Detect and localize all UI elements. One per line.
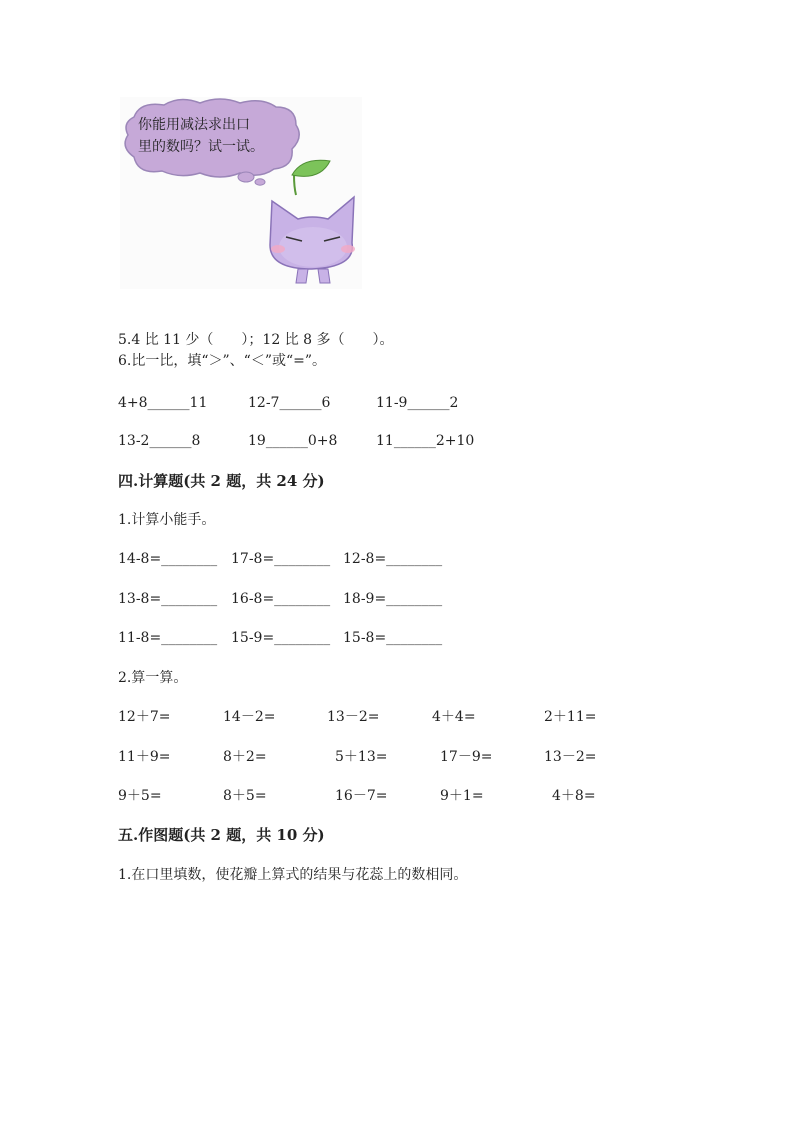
compare-row1-item3: 11-9______2 [376, 395, 459, 411]
compare-row2-item1: 13-2______8 [118, 433, 201, 449]
sum-row2-item5: 13－2= [544, 749, 597, 765]
bubble-line-1: 你能用减法求出口 [138, 117, 250, 133]
sum-row1-item2: 14－2= [223, 709, 276, 725]
calc-row2-item1: 13-8=________ [118, 591, 218, 607]
sum-row3-item4: 9＋1= [440, 788, 484, 804]
section-4-q2-title: 2.算一算。 [118, 670, 188, 686]
compare-row1-item2: 12-7______6 [248, 395, 331, 411]
sum-row3-item2: 8＋5= [223, 788, 267, 804]
sum-row3-item5: 4＋8= [552, 788, 596, 804]
sum-row2-item4: 17－9= [440, 749, 493, 765]
sum-row1-item1: 12＋7= [118, 709, 171, 725]
calc-row3-item1: 11-8=________ [118, 630, 218, 646]
sum-row2-item3: 5＋13= [335, 749, 388, 765]
compare-row2-item3: 11______2+10 [376, 433, 475, 449]
sum-row1-item3: 13－2= [327, 709, 380, 725]
calc-row1-item2: 17-8=________ [231, 551, 331, 567]
sum-row2-item1: 11＋9= [118, 749, 171, 765]
calc-row2-item3: 18-9=________ [343, 591, 443, 607]
cat-thought-bubble-illustration [120, 97, 362, 289]
question-6-title: 6.比一比，填“＞”、“＜”或“=”。 [118, 353, 327, 369]
calc-row1-item3: 12-8=________ [343, 551, 443, 567]
calc-row3-item3: 15-8=________ [343, 630, 443, 646]
section-4-heading: 四.计算题(共 2 题，共 24 分) [118, 472, 325, 490]
section-5-q1: 1.在口里填数，使花瓣上算式的结果与花蕊上的数相同。 [118, 867, 468, 883]
question-5: 5.4 比 11 少（ ）；12 比 8 多（ ）。 [118, 332, 394, 348]
sum-row1-item5: 2＋11= [544, 709, 597, 725]
compare-row1-item1: 4+8______11 [118, 395, 208, 411]
bubble-line-2: 里的数吗？试一试。 [138, 139, 264, 155]
calc-row3-item2: 15-9=________ [231, 630, 331, 646]
sum-row2-item2: 8＋2= [223, 749, 267, 765]
calc-row2-item2: 16-8=________ [231, 591, 331, 607]
sum-row1-item4: 4＋4= [432, 709, 476, 725]
calc-row1-item1: 14-8=________ [118, 551, 218, 567]
section-5-heading: 五.作图题(共 2 题，共 10 分) [118, 826, 325, 844]
section-4-q1-title: 1.计算小能手。 [118, 512, 216, 528]
sum-row3-item3: 16－7= [335, 788, 388, 804]
sum-row3-item1: 9＋5= [118, 788, 162, 804]
compare-row2-item2: 19______0+8 [248, 433, 338, 449]
